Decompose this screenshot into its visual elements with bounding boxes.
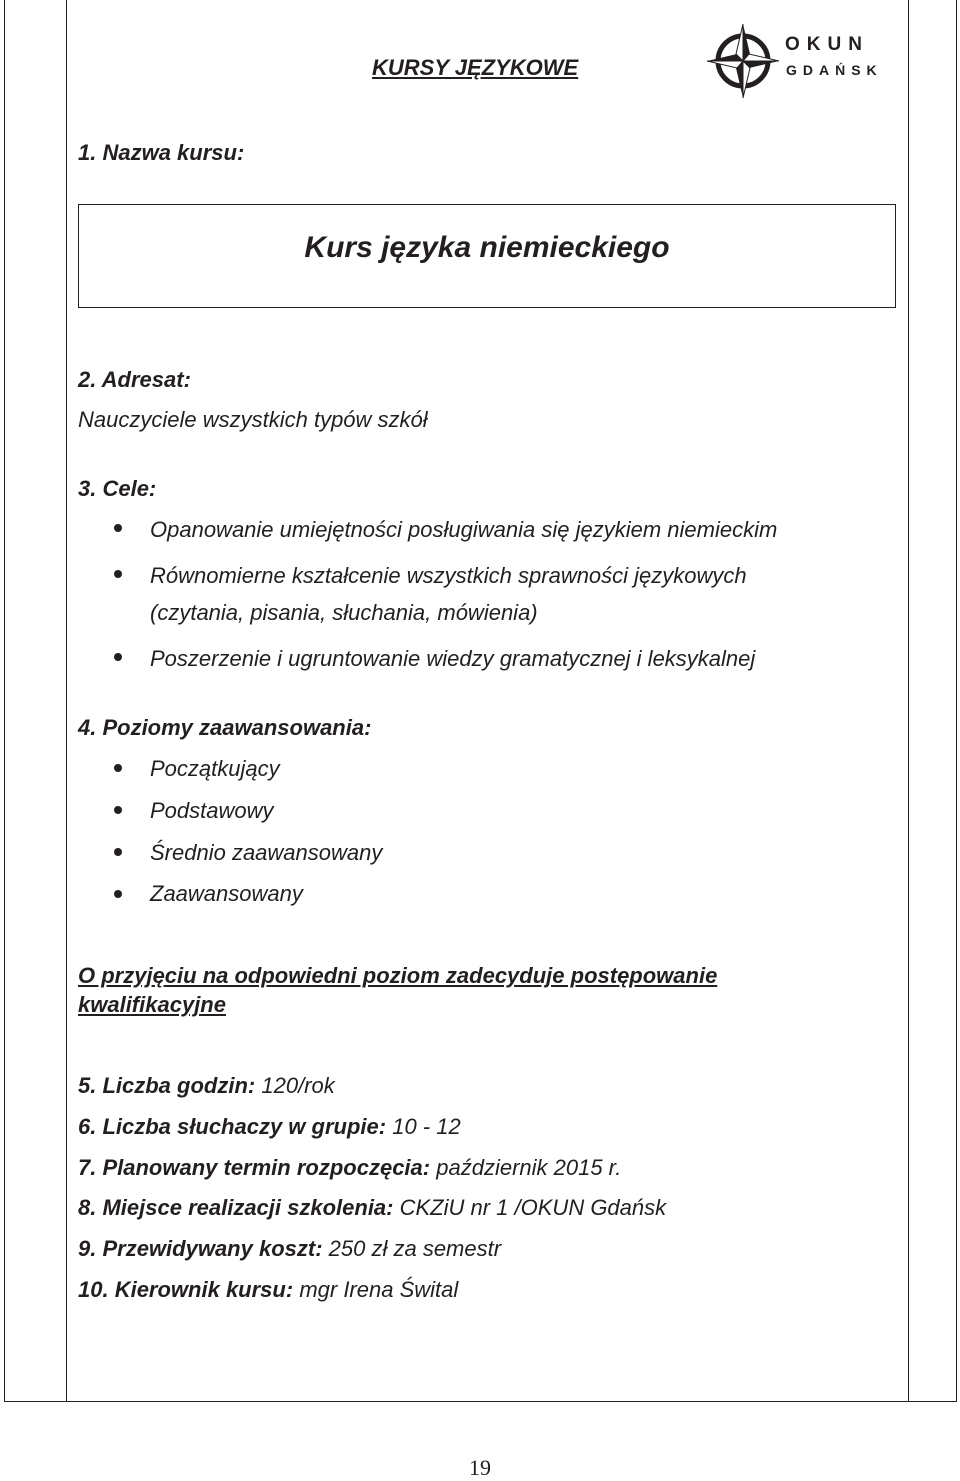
level-item: Początkujący bbox=[150, 756, 280, 781]
qualification-note: O przyjęciu na odpowiedni poziom zadecyduje postępowanie bbox=[78, 963, 718, 988]
bullet-icon bbox=[114, 848, 122, 856]
level-item: Podstawowy bbox=[150, 798, 274, 823]
detail-value: 10 - 12 bbox=[392, 1114, 461, 1139]
detail-course-manager bbox=[78, 1277, 458, 1303]
bullet-icon bbox=[114, 764, 122, 772]
bullet-icon bbox=[114, 570, 122, 578]
qualification-note-continuation: kwalifikacyjne bbox=[78, 992, 226, 1017]
detail-hours bbox=[78, 1073, 335, 1099]
page-title: KURSY JĘZYKOWE bbox=[372, 55, 579, 80]
detail-value: CKZiU nr 1 /OKUN Gdańsk bbox=[399, 1195, 667, 1220]
okun-logo bbox=[705, 22, 885, 100]
bullet-icon bbox=[114, 806, 122, 814]
logo-text-gdansk: GDAŃSK bbox=[786, 62, 883, 78]
bullet-icon bbox=[114, 890, 122, 898]
detail-label: 8. Miejsce realizacji szkolenia: bbox=[78, 1195, 394, 1220]
detail-label: 5. Liczba godzin: bbox=[78, 1073, 256, 1098]
detail-value: 250 zł za semestr bbox=[328, 1236, 502, 1261]
detail-label: 10. Kierownik kursu: bbox=[78, 1277, 294, 1302]
bullet-icon bbox=[114, 524, 122, 532]
addressee-value: Nauczyciele wszystkich typów szkół bbox=[78, 407, 428, 432]
detail-value: 120/rok bbox=[261, 1073, 335, 1098]
detail-cost bbox=[78, 1236, 501, 1262]
section-1-label: 1. Nazwa kursu: bbox=[78, 140, 245, 165]
course-name-box bbox=[78, 204, 896, 308]
level-item: Zaawansowany bbox=[150, 881, 303, 906]
detail-value: mgr Irena Śwital bbox=[299, 1277, 459, 1302]
level-item: Średnio zaawansowany bbox=[150, 840, 383, 865]
bullet-icon bbox=[114, 653, 122, 661]
section-3-label: 3. Cele: bbox=[78, 476, 157, 501]
detail-group-size bbox=[78, 1114, 461, 1140]
detail-label: 9. Przewidywany koszt: bbox=[78, 1236, 323, 1261]
detail-location bbox=[78, 1195, 666, 1221]
goal-item-continuation: (czytania, pisania, słuchania, mówienia) bbox=[150, 600, 538, 625]
section-4-label: 4. Poziomy zaawansowania: bbox=[78, 715, 372, 740]
goal-item: Opanowanie umiejętności posługiwania się językiem niemieckim bbox=[150, 517, 778, 542]
course-name: Kurs języka niemieckiego bbox=[304, 231, 670, 264]
goal-item: Równomierne kształcenie wszystkich sprawności językowych bbox=[150, 563, 747, 588]
detail-value: październik 2015 r. bbox=[436, 1155, 622, 1180]
detail-label: 7. Planowany termin rozpoczęcia: bbox=[78, 1155, 431, 1180]
detail-label: 6. Liczba słuchaczy w grupie: bbox=[78, 1114, 387, 1139]
page-number: 19 bbox=[469, 1455, 491, 1480]
compass-star-icon bbox=[705, 22, 781, 100]
goal-item: Poszerzenie i ugruntowanie wiedzy gramatycznej i leksykalnej bbox=[150, 646, 756, 671]
logo-text-okun: OKUN bbox=[785, 34, 869, 55]
section-2-label: 2. Adresat: bbox=[78, 367, 191, 392]
detail-start-date bbox=[78, 1155, 621, 1181]
